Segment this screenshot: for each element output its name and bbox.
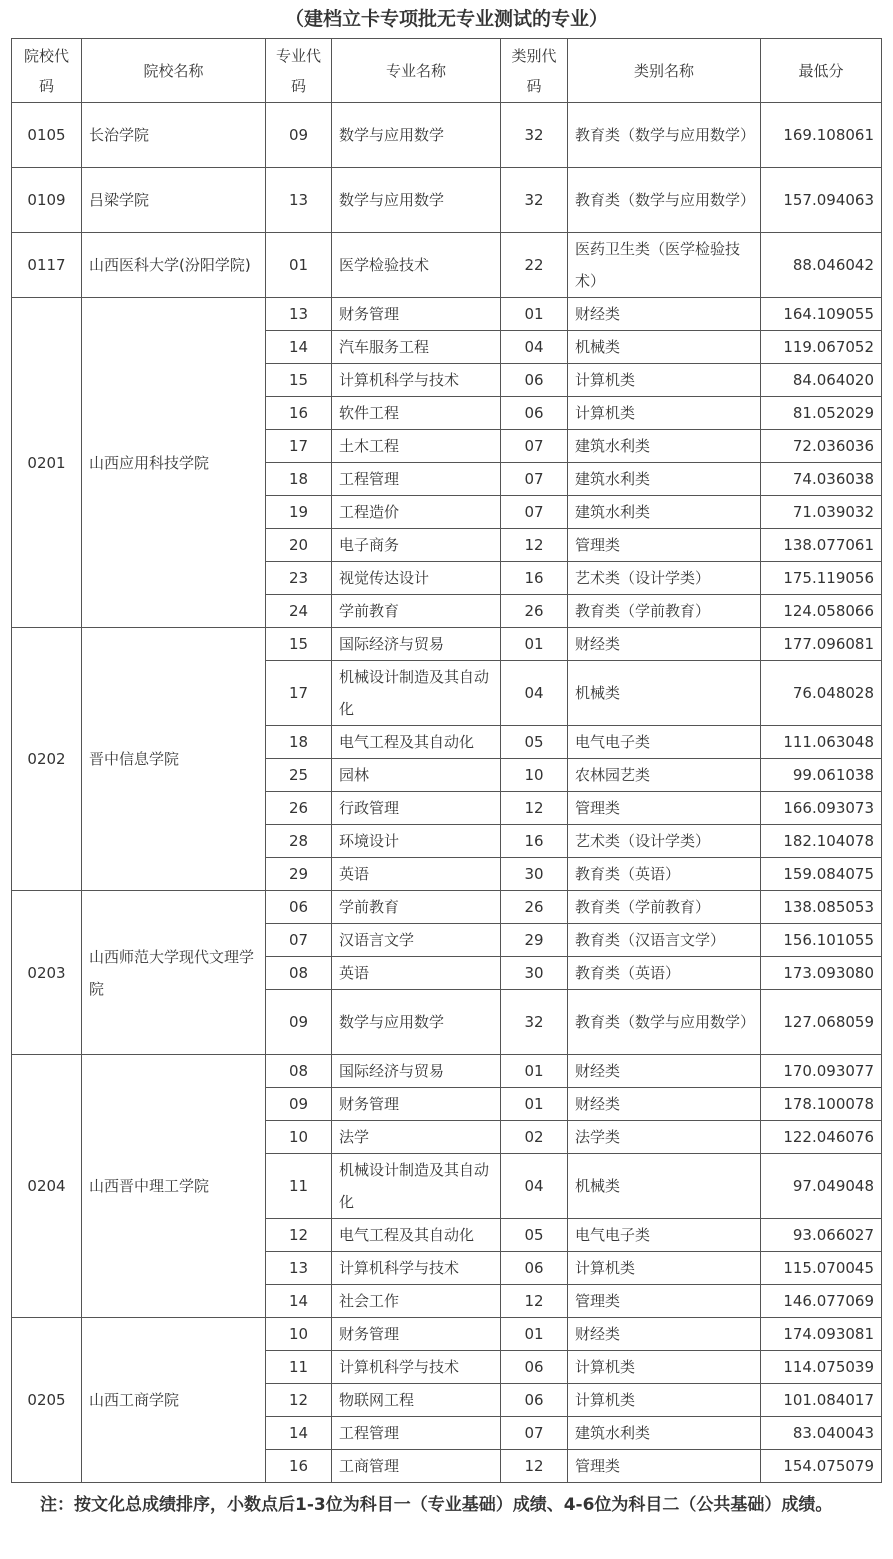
category-name-cell: 计算机类 [568,1252,761,1285]
header-min-score: 最低分 [761,39,882,103]
category-name-cell: 建筑水利类 [568,463,761,496]
category-code-cell: 30 [501,858,568,891]
major-name-cell: 工程管理 [332,1417,501,1450]
major-name-cell: 财务管理 [332,298,501,331]
major-name-cell: 学前教育 [332,595,501,628]
category-code-cell: 30 [501,957,568,990]
category-name-cell: 教育类（数学与应用数学） [568,168,761,233]
min-score-cell: 83.040043 [761,1417,882,1450]
category-code-cell: 06 [501,1252,568,1285]
min-score-cell: 97.049048 [761,1154,882,1219]
major-name-cell: 环境设计 [332,825,501,858]
table-row [12,628,882,661]
major-code-cell: 11 [266,1351,332,1384]
category-name-cell: 艺术类（设计学类） [568,825,761,858]
major-code-cell: 08 [266,957,332,990]
category-code-cell: 22 [501,233,568,298]
category-code-cell: 26 [501,595,568,628]
category-code-cell: 01 [501,1088,568,1121]
major-name-cell: 数学与应用数学 [332,168,501,233]
min-score-cell: 81.052029 [761,397,882,430]
min-score-cell: 119.067052 [761,331,882,364]
category-code-cell: 32 [501,168,568,233]
major-name-cell: 园林 [332,759,501,792]
category-name-cell: 计算机类 [568,397,761,430]
category-code-cell: 06 [501,364,568,397]
category-code-cell: 10 [501,759,568,792]
major-code-cell: 09 [266,1088,332,1121]
category-code-cell: 32 [501,103,568,168]
min-score-cell: 114.075039 [761,1351,882,1384]
major-name-cell: 计算机科学与技术 [332,1252,501,1285]
category-name-cell: 建筑水利类 [568,496,761,529]
min-score-cell: 154.075079 [761,1450,882,1483]
category-name-cell: 机械类 [568,1154,761,1219]
major-name-cell: 计算机科学与技术 [332,1351,501,1384]
category-code-cell: 29 [501,924,568,957]
min-score-cell: 164.109055 [761,298,882,331]
school-name-cell: 山西晋中理工学院 [82,1055,266,1318]
major-name-cell: 汽车服务工程 [332,331,501,364]
category-code-cell: 01 [501,1318,568,1351]
major-name-cell: 数学与应用数学 [332,103,501,168]
category-code-cell: 01 [501,298,568,331]
header-school-code: 院校代码 [12,39,82,103]
major-code-cell: 14 [266,1285,332,1318]
category-name-cell: 教育类（英语） [568,858,761,891]
min-score-cell: 159.084075 [761,858,882,891]
category-name-cell: 农林园艺类 [568,759,761,792]
min-score-cell: 182.104078 [761,825,882,858]
category-code-cell: 07 [501,496,568,529]
header-row [12,39,882,103]
major-code-cell: 17 [266,430,332,463]
major-name-cell: 电气工程及其自动化 [332,1219,501,1252]
table-row [12,233,882,298]
major-code-cell: 28 [266,825,332,858]
score-table [11,38,882,1483]
major-code-cell: 07 [266,924,332,957]
min-score-cell: 124.058066 [761,595,882,628]
major-code-cell: 26 [266,792,332,825]
table-row [12,891,882,924]
major-name-cell: 财务管理 [332,1088,501,1121]
min-score-cell: 166.093073 [761,792,882,825]
major-name-cell: 英语 [332,858,501,891]
major-code-cell: 12 [266,1384,332,1417]
school-code-cell: 0109 [12,168,82,233]
min-score-cell: 138.077061 [761,529,882,562]
major-name-cell: 机械设计制造及其自动化 [332,661,501,726]
min-score-cell: 93.066027 [761,1219,882,1252]
category-code-cell: 16 [501,825,568,858]
major-code-cell: 17 [266,661,332,726]
category-code-cell: 01 [501,1055,568,1088]
major-code-cell: 18 [266,463,332,496]
category-code-cell: 32 [501,990,568,1055]
category-name-cell: 机械类 [568,331,761,364]
major-code-cell: 24 [266,595,332,628]
min-score-cell: 157.094063 [761,168,882,233]
category-name-cell: 管理类 [568,1450,761,1483]
category-code-cell: 06 [501,397,568,430]
major-name-cell: 工程造价 [332,496,501,529]
major-code-cell: 18 [266,726,332,759]
category-name-cell: 计算机类 [568,1351,761,1384]
min-score-cell: 175.119056 [761,562,882,595]
major-code-cell: 13 [266,298,332,331]
category-name-cell: 管理类 [568,1285,761,1318]
category-name-cell: 管理类 [568,529,761,562]
table-row [12,1318,882,1351]
category-name-cell: 教育类（汉语言文学） [568,924,761,957]
category-name-cell: 建筑水利类 [568,1417,761,1450]
school-name-cell: 晋中信息学院 [82,628,266,891]
major-code-cell: 25 [266,759,332,792]
school-code-cell: 0202 [12,628,82,891]
category-name-cell: 管理类 [568,792,761,825]
table-body [12,103,882,1483]
min-score-cell: 177.096081 [761,628,882,661]
category-code-cell: 12 [501,1285,568,1318]
major-code-cell: 16 [266,397,332,430]
min-score-cell: 122.046076 [761,1121,882,1154]
major-name-cell: 数学与应用数学 [332,990,501,1055]
min-score-cell: 101.084017 [761,1384,882,1417]
major-code-cell: 10 [266,1318,332,1351]
min-score-cell: 156.101055 [761,924,882,957]
category-name-cell: 艺术类（设计学类） [568,562,761,595]
min-score-cell: 115.070045 [761,1252,882,1285]
min-score-cell: 173.093080 [761,957,882,990]
category-code-cell: 05 [501,726,568,759]
header-school-name: 院校名称 [82,39,266,103]
category-name-cell: 财经类 [568,628,761,661]
category-code-cell: 06 [501,1351,568,1384]
major-code-cell: 09 [266,103,332,168]
category-name-cell: 机械类 [568,661,761,726]
major-code-cell: 14 [266,331,332,364]
category-code-cell: 07 [501,463,568,496]
category-name-cell: 教育类（数学与应用数学） [568,103,761,168]
category-name-cell: 教育类（学前教育） [568,595,761,628]
category-code-cell: 05 [501,1219,568,1252]
category-code-cell: 04 [501,331,568,364]
major-code-cell: 19 [266,496,332,529]
category-code-cell: 04 [501,661,568,726]
min-score-cell: 88.046042 [761,233,882,298]
table-row [12,168,882,233]
table-row [12,298,882,331]
min-score-cell: 178.100078 [761,1088,882,1121]
category-name-cell: 建筑水利类 [568,430,761,463]
page-title: （建档立卡专项批无专业测试的专业） [284,8,608,30]
min-score-cell: 146.077069 [761,1285,882,1318]
major-code-cell: 06 [266,891,332,924]
header-major-name: 专业名称 [332,39,501,103]
major-name-cell: 汉语言文学 [332,924,501,957]
major-code-cell: 15 [266,364,332,397]
min-score-cell: 99.061038 [761,759,882,792]
major-name-cell: 财务管理 [332,1318,501,1351]
header-category-code: 类别代码 [501,39,568,103]
min-score-cell: 169.108061 [761,103,882,168]
category-name-cell: 教育类（英语） [568,957,761,990]
major-code-cell: 15 [266,628,332,661]
category-name-cell: 财经类 [568,1055,761,1088]
table-row [12,1055,882,1088]
major-name-cell: 电气工程及其自动化 [332,726,501,759]
major-name-cell: 社会工作 [332,1285,501,1318]
major-code-cell: 16 [266,1450,332,1483]
major-code-cell: 01 [266,233,332,298]
category-code-cell: 02 [501,1121,568,1154]
category-name-cell: 法学类 [568,1121,761,1154]
major-name-cell: 医学检验技术 [332,233,501,298]
major-name-cell: 工程管理 [332,463,501,496]
major-code-cell: 13 [266,1252,332,1285]
min-score-cell: 170.093077 [761,1055,882,1088]
category-code-cell: 07 [501,1417,568,1450]
major-name-cell: 物联网工程 [332,1384,501,1417]
min-score-cell: 111.063048 [761,726,882,759]
footnote: 注：按文化总成绩排序，小数点后1-3位为科目一（专业基础）成绩、4-6位为科目二（公共基础）成绩。 [40,1495,833,1515]
school-code-cell: 0203 [12,891,82,1055]
category-code-cell: 16 [501,562,568,595]
school-name-cell: 山西医科大学(汾阳学院) [82,233,266,298]
category-name-cell: 财经类 [568,1318,761,1351]
major-code-cell: 09 [266,990,332,1055]
major-code-cell: 29 [266,858,332,891]
min-score-cell: 84.064020 [761,364,882,397]
category-code-cell: 04 [501,1154,568,1219]
major-name-cell: 学前教育 [332,891,501,924]
category-name-cell: 财经类 [568,1088,761,1121]
school-name-cell: 山西应用科技学院 [82,298,266,628]
category-code-cell: 12 [501,792,568,825]
school-name-cell: 山西师范大学现代文理学院 [82,891,266,1055]
school-name-cell: 山西工商学院 [82,1318,266,1483]
school-code-cell: 0205 [12,1318,82,1483]
school-code-cell: 0204 [12,1055,82,1318]
major-code-cell: 10 [266,1121,332,1154]
major-name-cell: 国际经济与贸易 [332,628,501,661]
major-name-cell: 国际经济与贸易 [332,1055,501,1088]
major-name-cell: 英语 [332,957,501,990]
major-name-cell: 计算机科学与技术 [332,364,501,397]
school-name-cell: 吕梁学院 [82,168,266,233]
min-score-cell: 71.039032 [761,496,882,529]
category-code-cell: 07 [501,430,568,463]
school-name-cell: 长治学院 [82,103,266,168]
header-major-code: 专业代码 [266,39,332,103]
category-name-cell: 计算机类 [568,364,761,397]
major-name-cell: 法学 [332,1121,501,1154]
category-name-cell: 教育类（学前教育） [568,891,761,924]
major-code-cell: 23 [266,562,332,595]
major-code-cell: 11 [266,1154,332,1219]
category-code-cell: 06 [501,1384,568,1417]
category-code-cell: 12 [501,529,568,562]
major-code-cell: 12 [266,1219,332,1252]
header-category-name: 类别名称 [568,39,761,103]
major-name-cell: 工商管理 [332,1450,501,1483]
major-name-cell: 软件工程 [332,397,501,430]
category-name-cell: 电气电子类 [568,726,761,759]
min-score-cell: 72.036036 [761,430,882,463]
major-code-cell: 20 [266,529,332,562]
major-name-cell: 电子商务 [332,529,501,562]
category-name-cell: 医药卫生类（医学检验技术） [568,233,761,298]
major-code-cell: 14 [266,1417,332,1450]
school-code-cell: 0117 [12,233,82,298]
category-name-cell: 教育类（数学与应用数学） [568,990,761,1055]
major-code-cell: 13 [266,168,332,233]
min-score-cell: 174.093081 [761,1318,882,1351]
category-code-cell: 01 [501,628,568,661]
major-name-cell: 行政管理 [332,792,501,825]
major-code-cell: 08 [266,1055,332,1088]
category-name-cell: 财经类 [568,298,761,331]
category-name-cell: 电气电子类 [568,1219,761,1252]
school-code-cell: 0201 [12,298,82,628]
min-score-cell: 74.036038 [761,463,882,496]
category-code-cell: 26 [501,891,568,924]
school-code-cell: 0105 [12,103,82,168]
min-score-cell: 76.048028 [761,661,882,726]
category-name-cell: 计算机类 [568,1384,761,1417]
major-name-cell: 机械设计制造及其自动化 [332,1154,501,1219]
category-code-cell: 12 [501,1450,568,1483]
min-score-cell: 138.085053 [761,891,882,924]
major-name-cell: 土木工程 [332,430,501,463]
table-row [12,103,882,168]
major-name-cell: 视觉传达设计 [332,562,501,595]
min-score-cell: 127.068059 [761,990,882,1055]
